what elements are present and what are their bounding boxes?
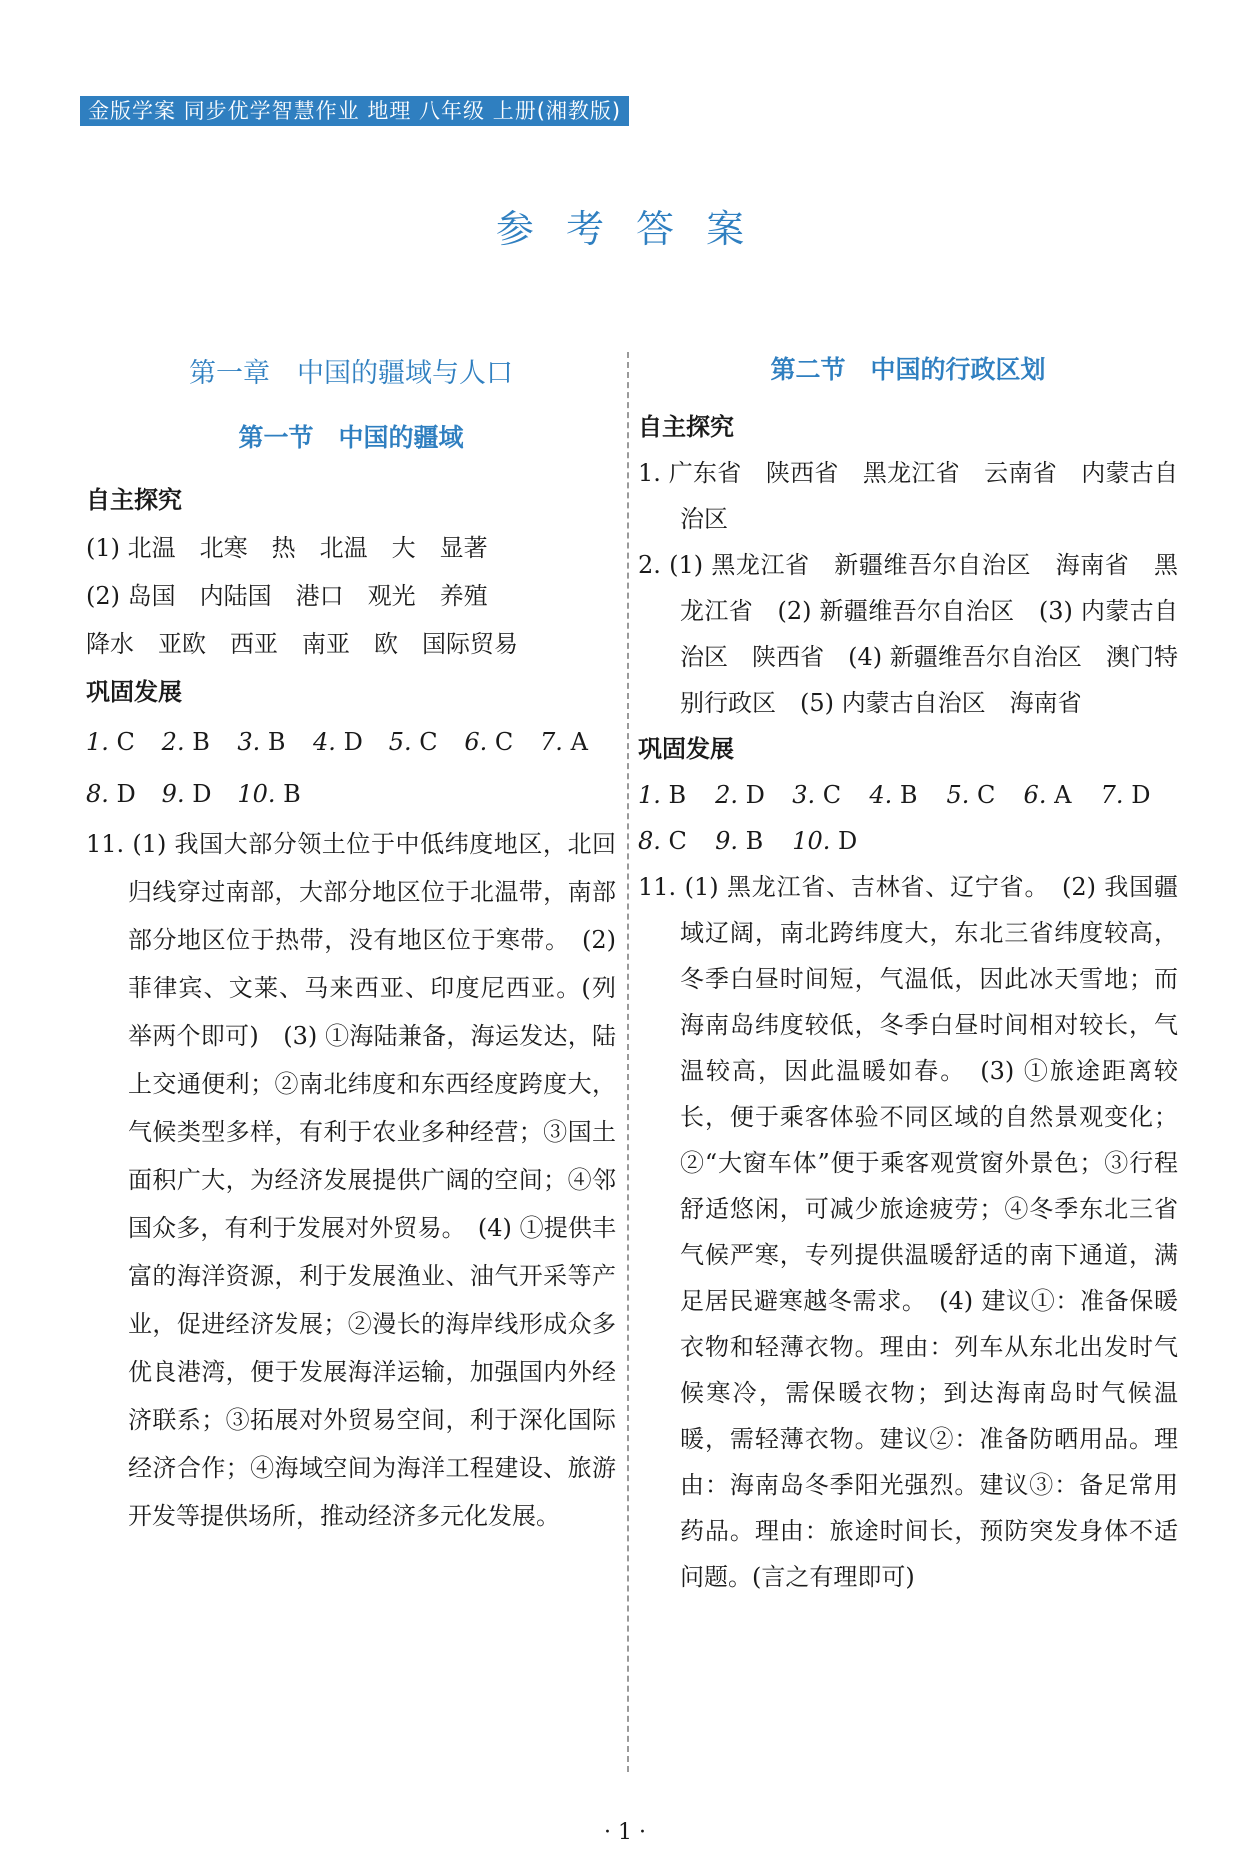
mc-answer: 4. B bbox=[869, 781, 918, 809]
column-divider bbox=[627, 352, 629, 1772]
self-explore-line: (2) 岛国 内陆国 港口 观光 养殖 bbox=[86, 582, 488, 610]
self-explore-line: 降水 亚欧 西亚 南亚 欧 国际贸易 bbox=[86, 630, 518, 658]
mc-answer: 7. A bbox=[540, 728, 588, 756]
mc-answer: 9. D bbox=[161, 780, 212, 808]
question-11-answer: 11. (1) 我国大部分领土位于中低纬度地区，北回归线穿过南部，大部分地区位于北温带，南部部分地区位于热带，没有地区位于寒带。 (2) 菲律宾、文莱、马来西亚、印度尼西亚。(列举两个即可) (3) ①海陆兼备，海运发达，陆上交通便利；②南北纬度和东西经度跨度大，气候类型多样，有利于农业多种经营；③国土面积广大，为经济发展提供广阔的空间；④邻国众多，有利于发展对外贸易。 (4) ①提供丰富的海洋资源，利于发展渔业、油气开采等产业，促进经济发展；②漫长的海岸线形成众多优良港湾，便于发展海洋运输，加强国内外经济联系；③拓展对外贸易空间，利于深化国际经济合作；④海域空间为海洋工程建设、旅游开发等提供场所，推动经济多元化发展。 bbox=[86, 830, 616, 1530]
page-number: · 1 · bbox=[604, 1820, 646, 1845]
mc-answer: 10. B bbox=[237, 780, 301, 808]
right-column bbox=[638, 350, 1178, 1600]
question-11-answer: 11. (1) 黑龙江省、吉林省、辽宁省。 (2) 我国疆域辽阔，南北跨纬度大，东北三省纬度较高，冬季白昼时间短，气温低，因此冰天雪地；而海南岛纬度较低，冬季白昼时间相对较长，气温较高，因此温暖如春。 (3) ①旅途距离较长，便于乘客体验不同区域的自然景观变化；②“大窗车体”便于乘客观赏窗外景色；③行程舒适悠闲，可减少旅途疲劳；④冬季东北三省气候严寒，专列提供温暖舒适的南下通道，满足居民避寒越冬需求。 (4) 建议①：准备保暖衣物和轻薄衣物。理由：列车从东北出发时气候寒冷，需保暖衣物；到达海南岛时气候温暖，需轻薄衣物。建议②：准备防晒用品。理由：海南岛冬季阳光强烈。建议③：备足常用药品。理由：旅途时间长，预防突发身体不适问题。(言之有理即可) bbox=[638, 873, 1178, 1591]
mc-answer: 5. C bbox=[946, 781, 996, 809]
mc-answer: 8. D bbox=[86, 780, 136, 808]
question-1-answer: 1. 广东省 陕西省 黑龙江省 云南省 内蒙古自治区 bbox=[638, 459, 1178, 533]
mc-answer: 8. C bbox=[638, 827, 687, 855]
mc-answer: 1. B bbox=[638, 781, 687, 809]
left-column bbox=[86, 350, 616, 1540]
mc-answer: 3. B bbox=[237, 728, 286, 756]
mc-answer-list bbox=[86, 716, 616, 820]
consolidate-heading: 巩固发展 bbox=[86, 678, 182, 706]
mc-answer: 1. C bbox=[86, 728, 135, 756]
mc-answer: 10. D bbox=[792, 827, 858, 855]
chapter-title: 第一章 中国的疆域与人口 bbox=[189, 358, 513, 389]
mc-answer: 4. D bbox=[313, 728, 363, 756]
book-header-banner: 金版学案 同步优学智慧作业 地理 八年级 上册(湘教版) bbox=[80, 96, 629, 126]
self-explore-heading: 自主探究 bbox=[638, 413, 734, 441]
mc-answer: 9. B bbox=[715, 827, 764, 855]
section-title: 第一节 中国的疆域 bbox=[238, 423, 464, 452]
self-explore-line: (1) 北温 北寒 热 北温 大 显著 bbox=[86, 534, 488, 562]
question-2-answer: 2. (1) 黑龙江省 新疆维吾尔自治区 海南省 黑龙江省 (2) 新疆维吾尔自治区 (3) 内蒙古自治区 陕西省 (4) 新疆维吾尔自治区 澳门特别行政区 (5) 内蒙古自治区 海南省 bbox=[638, 551, 1178, 717]
page-title: 参 考 答 案 bbox=[495, 207, 755, 251]
mc-answer: 6. C bbox=[464, 728, 514, 756]
mc-answer: 5. C bbox=[388, 728, 438, 756]
self-explore-heading: 自主探究 bbox=[86, 486, 182, 514]
section-title: 第二节 中国的行政区划 bbox=[770, 355, 1046, 384]
mc-answer: 3. C bbox=[792, 781, 842, 809]
mc-answer: 2. D bbox=[715, 781, 765, 809]
consolidate-heading: 巩固发展 bbox=[638, 735, 734, 763]
mc-answer-list bbox=[638, 772, 1178, 864]
mc-answer: 2. B bbox=[161, 728, 210, 756]
mc-answer: 6. A bbox=[1023, 781, 1072, 809]
mc-answer: 7. D bbox=[1100, 781, 1151, 809]
